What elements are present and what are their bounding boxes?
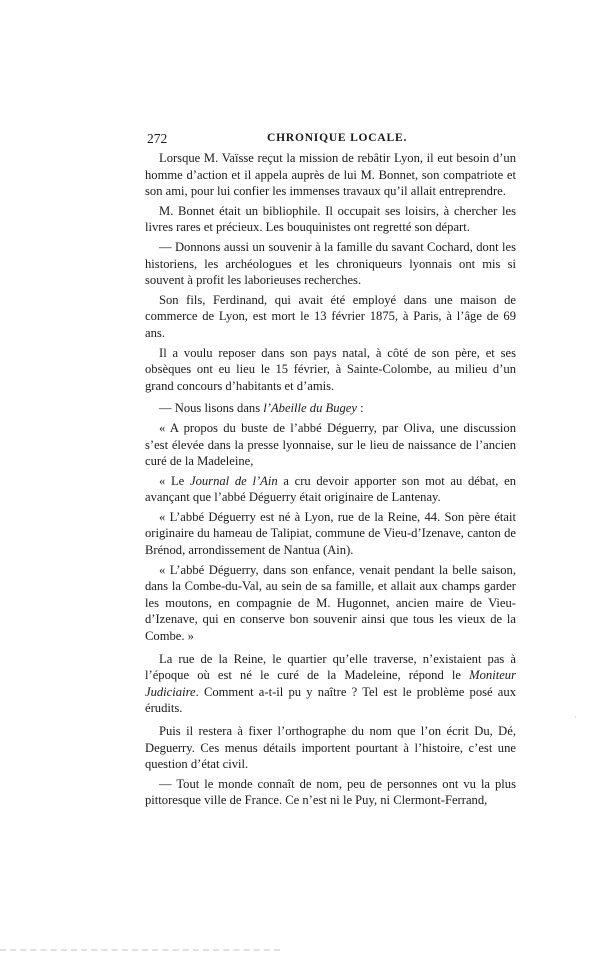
- text-run: — Nous lisons dans: [159, 401, 264, 416]
- periodical-title: Journal de l’Ain: [189, 473, 278, 488]
- paragraph: Son fils, Ferdinand, qui avait été employé dans une maison de commerce de Lyon, est mort le 13 février 1875, à Paris, à l’âge de 69 ans.: [145, 292, 516, 340]
- paragraph: Lorsque M. Vaïsse reçut la mission de rebâtir Lyon, il eut besoin d’un homme d’action et il appela auprès de lui M. Bonnet, son compatriote et son ami, pour lui confier les immenses travaux qu’il allait entreprendre.: [145, 151, 516, 199]
- paragraph-reine: [145, 651, 516, 717]
- quote-paragraph: « L’abbé Déguerry, dans son enfance, venait pendant la belle saison, dans la Combe-du-Val, au sein de sa famille, et allait aux champs garder les moutons, en compagnie de M. Hugonnet, ancien maire de Vieu-d’Izenave, qui en conserve bon souvenir ainsi que tous les vieux de la Combe. »: [145, 562, 516, 644]
- scan-edge-artifact: [0, 949, 280, 953]
- running-title: CHRONIQUE LOCALE.: [267, 132, 408, 144]
- page-number: 272: [147, 131, 168, 146]
- text-run: La rue de la Reine, le quartier qu’elle traverse, n’existaient pas à l’époque où est né le curé de la Madeleine, répond le: [145, 651, 516, 683]
- paragraph: M. Bonnet était un bibliophile. Il occupait ses loisirs, à chercher les livres rares et précieux. Les bouquinistes ont regretté son départ.: [145, 203, 516, 235]
- text-run: « Le: [159, 473, 190, 488]
- quote-paragraph: « L’abbé Déguerry est né à Lyon, rue de la Reine, 44. Son père était originaire du hameau de Talipiat, commune de Vieu-d’Izenave, canton de Brénod, arrondissement de Nantua (Ain).: [145, 509, 516, 558]
- text-run: a cru devoir apporter son mot au débat, en avançant que l’abbé Déguerry était originaire de Lantenay.: [145, 473, 516, 505]
- text-run: . Comment a-t-il pu y naître ? Tel est le problème posé aux érudits.: [145, 684, 516, 716]
- paragraph: — Tout le monde connaît de nom, peu de personnes ont vu la plus pittoresque ville de France. Ce n’est ni le Puy, ni Clermont-Ferrand,: [145, 776, 516, 808]
- paragraph-abeille: [145, 400, 516, 417]
- periodical-title: Moniteur Judiciaire: [145, 668, 516, 699]
- paragraph: Il a voulu reposer dans son pays natal, à côté de son père, et ses obsèques ont eu lieu le 15 février, à Sainte-Colombe, au milieu d’un grand concours d’habitants et d’amis.: [145, 345, 516, 393]
- scan-speck: ·: [574, 712, 577, 722]
- text-run: :: [356, 401, 364, 416]
- body-text: [145, 150, 516, 812]
- periodical-title: l’Abeille du Bugey: [263, 401, 357, 416]
- quote-paragraph: « A propos du buste de l’abbé Déguerry, par Oliva, une discussion s’est élevée dans la presse lyonnaise, sur le lieu de naissance de l’ancien curé de la Madeleine,: [145, 420, 516, 469]
- page-header: [147, 131, 515, 149]
- paragraph: — Donnons aussi un souvenir à la famille du savant Cochard, dont les historiens, les archéologues et les chroniqueurs lyonnais ont mis si souvent à profit les laborieuses recherches.: [145, 239, 516, 288]
- paragraph: Puis il restera à fixer l’orthographe du nom que l’on écrit Du, Dé, Deguerry. Ces menus détails importent pourtant à l’histoire, c’est une question d’état civil.: [145, 724, 516, 772]
- quote-paragraph: [145, 473, 516, 506]
